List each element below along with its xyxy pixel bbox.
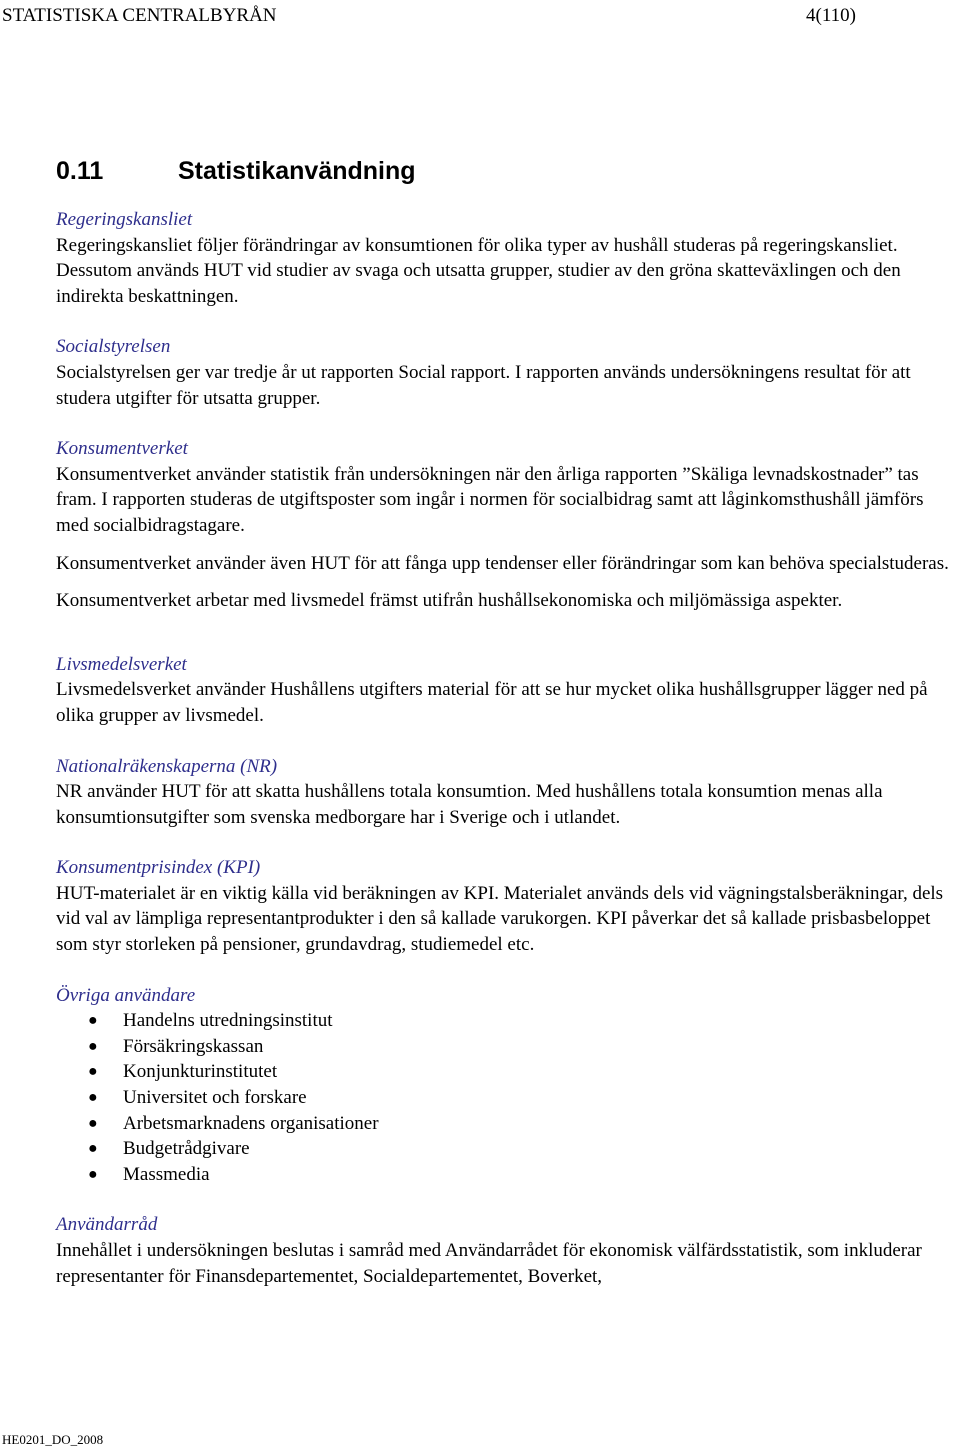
paragraph: NR använder HUT för att skatta hushållens totala konsumtion. Med hushållens totala konsumtion menas alla konsumtionsutgifter som svenska medborgare har i Sverige och i utlandet.: [56, 781, 883, 828]
bullet-icon: ●: [88, 1037, 98, 1055]
section-title-text: Statistikanvändning: [178, 157, 416, 185]
paragraph: Konsumentverket använder statistik från undersökningen när den årliga rapporten ”Skäliga levnadskostnader” tas fram. I rapporten studeras de utgiftsposter som ingår i normen för socialbidrag samt att låginkomsthushåll jämförs med socialbidragstagare.: [56, 463, 924, 536]
user-list: [56, 1008, 956, 1187]
subheading-konsumentverket: Konsumentverket: [56, 438, 188, 460]
paragraph: Socialstyrelsen ger var tredje år ut rapporten Social rapport. I rapporten används undersökningens resultat för att studera utgifter för utsatta grupper.: [56, 361, 911, 409]
subheading-regeringskansliet: Regeringskansliet: [56, 209, 193, 230]
document-id: HE0201_DO_2008: [2, 1432, 104, 1447]
subheading-livsmedelsverket: Livsmedelsverket: [56, 653, 187, 675]
section-ovriga-anvandare: [56, 983, 956, 1188]
subheading-socialstyrelsen: Socialstyrelsen: [56, 336, 171, 358]
section-number: 0.11: [56, 157, 104, 185]
paragraph: Innehållet i undersökningen beslutas i samråd med Användarrådet för ekonomisk välfärdsstatistik, som inkluderar representanter för Finansdepartementet, Socialdepartementet, Boverket,: [56, 1240, 922, 1287]
list-item-text: Handelns utredningsinstitut: [123, 1010, 333, 1032]
subheading-nationalrakenskaperna: Nationalräkenskaperna (NR): [56, 755, 278, 777]
list-item: [56, 1008, 956, 1034]
paragraph: Regeringskansliet följer förändringar av konsumtionen för olika typer av hushåll studeras på regeringskansliet. Dessutom används HUT vid studier av svaga och utsatta grupper, studier av den gröna skatteväxlingen och den indirekta beskattningen.: [56, 234, 901, 307]
section-livsmedelsverket: [56, 652, 956, 729]
bullet-icon: ●: [88, 1140, 98, 1158]
section-konsumentprisindex: [56, 855, 956, 957]
bullet-icon: ●: [88, 1012, 98, 1030]
paragraph: HUT-materialet är en viktig källa vid beräkningen av KPI. Materialet används dels vid vägningstalsberäkningar, dels vid val av lämpliga representantprodukter i den så kallade varukorgen. KPI påverkar det så kallade prisbasbeloppet som styr storleken på pensioner, grundavdrag, studiemedel etc.: [56, 882, 944, 956]
subheading-konsumentprisindex: Konsumentprisindex (KPI): [56, 857, 261, 879]
subheading-ovriga-anvandare: Övriga användare: [56, 984, 196, 1006]
bullet-icon: ●: [88, 1165, 98, 1183]
page-header: [2, 4, 856, 30]
list-item: [56, 1034, 956, 1060]
organization-name: STATISTISKA CENTRALBYRÅN: [2, 5, 277, 26]
list-item-text: Budgetrådgivare: [123, 1138, 250, 1160]
list-item-text: Arbetsmarknadens organisationer: [123, 1112, 379, 1134]
list-item-text: Universitet och forskare: [123, 1087, 307, 1109]
list-item-text: Försäkringskassan: [123, 1035, 264, 1057]
paragraph: Konsumentverket arbetar med livsmedel främst utifrån hushållsekonomiska och miljömässiga aspekter.: [56, 590, 843, 612]
list-item: [56, 1162, 956, 1188]
list-item: [56, 1111, 956, 1137]
list-item: [56, 1059, 956, 1085]
page-number: 4(110): [806, 5, 856, 26]
section-regeringskansliet: [56, 207, 956, 309]
subheading-anvandarrad: Användarråd: [56, 1214, 158, 1236]
paragraph: Livsmedelsverket använder Hushållens utgifters material för att se hur mycket olika hushållsgrupper lägger ned på olika grupper av livsmedel.: [56, 679, 928, 726]
list-item: [56, 1085, 956, 1111]
section-title: [56, 155, 416, 187]
bullet-icon: ●: [88, 1063, 98, 1081]
list-item-text: Massmedia: [123, 1163, 210, 1185]
bullet-icon: ●: [88, 1089, 98, 1107]
section-anvandarrad: [56, 1212, 956, 1289]
paragraph: Konsumentverket använder även HUT för att fånga upp tendenser eller förändringar som kan behöva specialstuderas.: [56, 552, 949, 574]
list-item: [56, 1136, 956, 1162]
section-socialstyrelsen: [56, 334, 956, 411]
section-konsumentverket: [56, 436, 956, 614]
bullet-icon: ●: [88, 1114, 98, 1132]
list-item-text: Konjunkturinstitutet: [123, 1061, 278, 1083]
document-body: [56, 207, 956, 1289]
section-nationalrakenskaperna: [56, 754, 956, 831]
